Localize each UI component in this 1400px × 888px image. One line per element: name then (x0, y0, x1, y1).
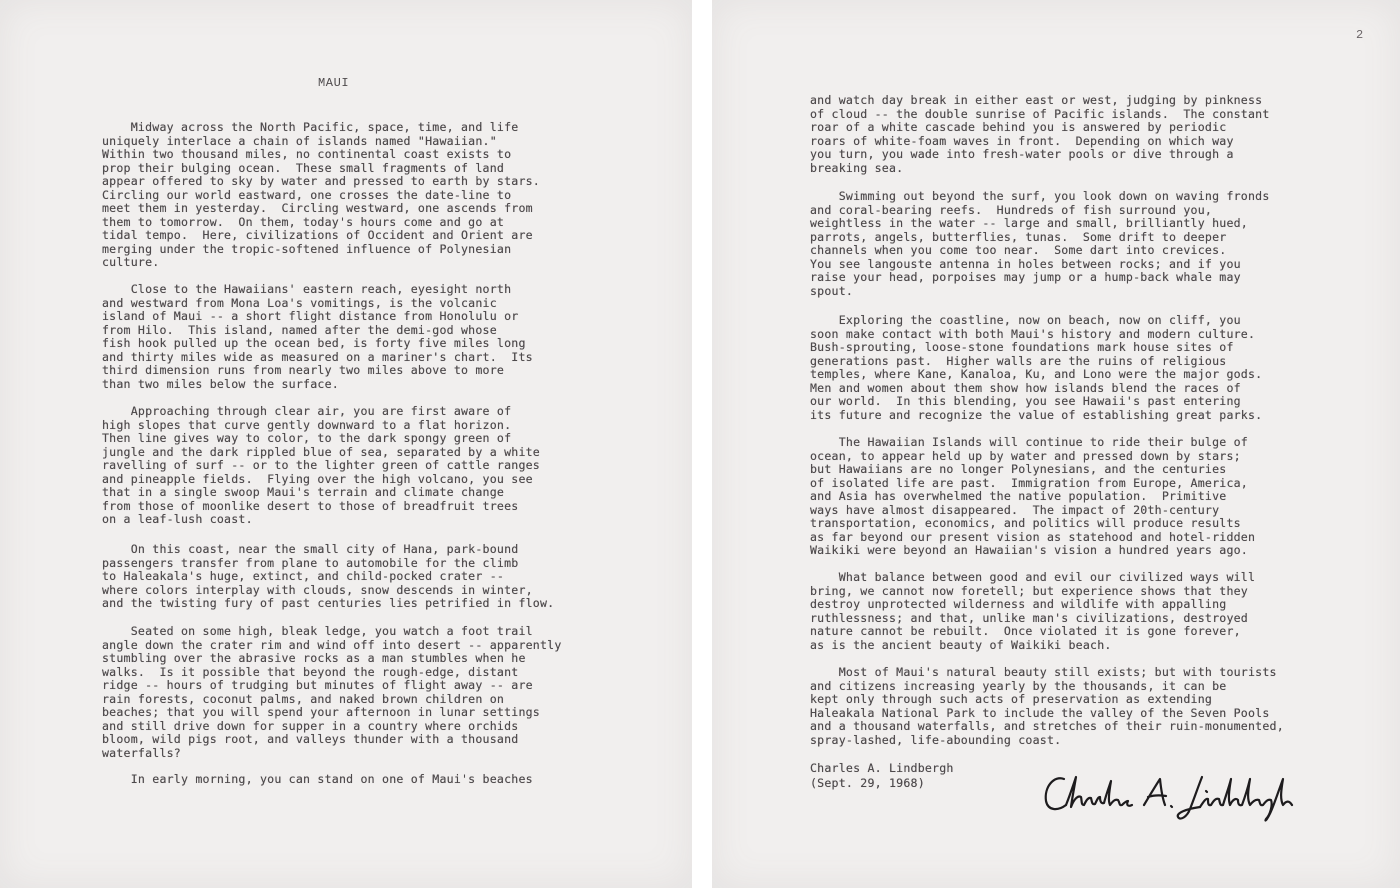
paragraph-5: Seated on some high, bleak ledge, you watch a foot trail angle down the crater rim and wind off into desert -- apparently stumbling over the abrasive rocks as a man stumbles when he walks. Is it possible that beyond the rough-edge, distant ridge -- hours of trudging but minutes of flight away -- are rain forests, coconut palms, and naked brown children on beaches; that you will spend your afternoon in lunar settings and still drive down for supper in a country where orchids bloom, wild pigs root, and valleys thunder with a thousand waterfalls? (102, 624, 562, 760)
document-page-1 (0, 0, 692, 888)
paragraph-4: On this coast, near the small city of Hana, park-bound passengers transfer from plane to automobile for the climb to Haleakala's huge, extinct, and child-pocked crater -- where colors interplay with clouds, snow descends in winter, and the twisting fury of past centuries lies petrified in flow. (102, 542, 555, 610)
paragraph-2: Close to the Hawaiians' eastern reach, eyesight north and westward from Mona Loa's vomitings, is the volcanic island of Maui -- a short flight distance from Honolulu or from Hilo. This island, named after the demi-god whose fish hook pulled up the ocean bed, is forty five miles long and thirty miles wide as measured on a mariner's chart. Its third dimension runs from nearly two miles above to more than two miles below the surface. (102, 282, 533, 391)
paragraph-8: Swimming out beyond the surf, you look down on waving fronds and coral-bearing reefs. Hundreds of fish surround you, weightless in the water -- large and small, brilliantly hued, parrots, angels, butterflies, tunas. Some drift to deeper channels when you come too near. Some dart into crevices. You see langouste antenna in holes between rocks; and if you raise your head, porpoises may jump or a hump-back whale may spout. (810, 189, 1270, 298)
paragraph-3: Approaching through clear air, you are first aware of high slopes that curve gently downward to a flat horizon. Then line gives way to color, to the dark spongy green of jungle and the dark rippled blue of sea, separated by a white ravelling of surf -- or to the lighter green of cattle ranges and pineapple fields. Flying over the high volcano, you see that in a single swoop Maui's terrain and climate change from those of moonlike desert to those of breadfruit trees on a leaf-lush coast. (102, 404, 540, 526)
page-number: 2 (1356, 28, 1364, 42)
handwritten-signature (1040, 765, 1302, 825)
paragraph-6: In early morning, you can stand on one of Maui's beaches (102, 772, 533, 786)
paragraph-9: Exploring the coastline, now on beach, now on cliff, you soon make contact with both Maui's history and modern culture. Bush-sprouting, loose-stone foundations mark house sites of generations past. Higher walls are the ruins of religious temples, where Kane, Kanaloa, Ku, and Lono were the major gods. Men and women about them show how islands blend the races of our world. In this blending, you see Hawaii's past entering its future and recognize the value of establishing great parks. (810, 313, 1263, 422)
paragraph-12: Most of Maui's natural beauty still exists; but with tourists and citizens increasing yearly by the thousands, it can be kept only through such acts of preservation as extending Haleakala National Park to include the valley of the Seven Pools and a thousand waterfalls, and stretches of their ruin-monumented, spray-lashed, life-abounding coast. (810, 665, 1284, 747)
paragraph-7: and watch day break in either east or west, judging by pinkness of cloud -- the double sunrise of Pacific islands. The constant roar of a white cascade behind you is answered by periodic roars of white-foam waves in front. Depending on which way you turn, you wade into fresh-water pools or dive through a breaking sea. (810, 93, 1270, 175)
letter-date: (Sept. 29, 1968) (810, 776, 925, 790)
document-page-2 (712, 0, 1400, 888)
paragraph-10: The Hawaiian Islands will continue to ride their bulge of ocean, to appear held up by water and pressed down by stars; but Hawaiians are no longer Polynesians, and the centuries of isolated life are past. Immigration from Europe, America, and Asia has overwhelmed the native population. Primitive ways have almost disappeared. The impact of 20th-century transportation, economics, and politics will produce results as far beyond our present vision as statehood and hotel-ridden Waikiki were beyond an Hawaiian's vision a hundred years ago. (810, 435, 1256, 557)
paragraph-11: What balance between good and evil our civilized ways will bring, we cannot now foretell; but experience shows that they destroy unprotected wilderness and wildlife with appalling ruthlessness; and that, unlike man's civilizations, destroyed nature cannot be rebuilt. Once violated it is gone forever, as is the ancient beauty of Waikiki beach. (810, 570, 1256, 652)
paragraph-1: Midway across the North Pacific, space, time, and life uniquely interlace a chain of islands named "Hawaiian." Within two thousand miles, no continental coast exists to prop their bulging ocean. These small fragments of land appear offered to sky by water and pressed to earth by stars. Circling our world eastward, one crosses the date-line to meet them in yesterday. Circling westward, one ascends from them to tomorrow. On them, today's hours come and go at tidal tempo. Here, civilizations of Occident and Orient are merging under the tropic-softened influence of Polynesian culture. (102, 120, 540, 269)
page-title: MAUI (318, 76, 350, 90)
author-name: Charles A. Lindbergh (810, 761, 954, 775)
